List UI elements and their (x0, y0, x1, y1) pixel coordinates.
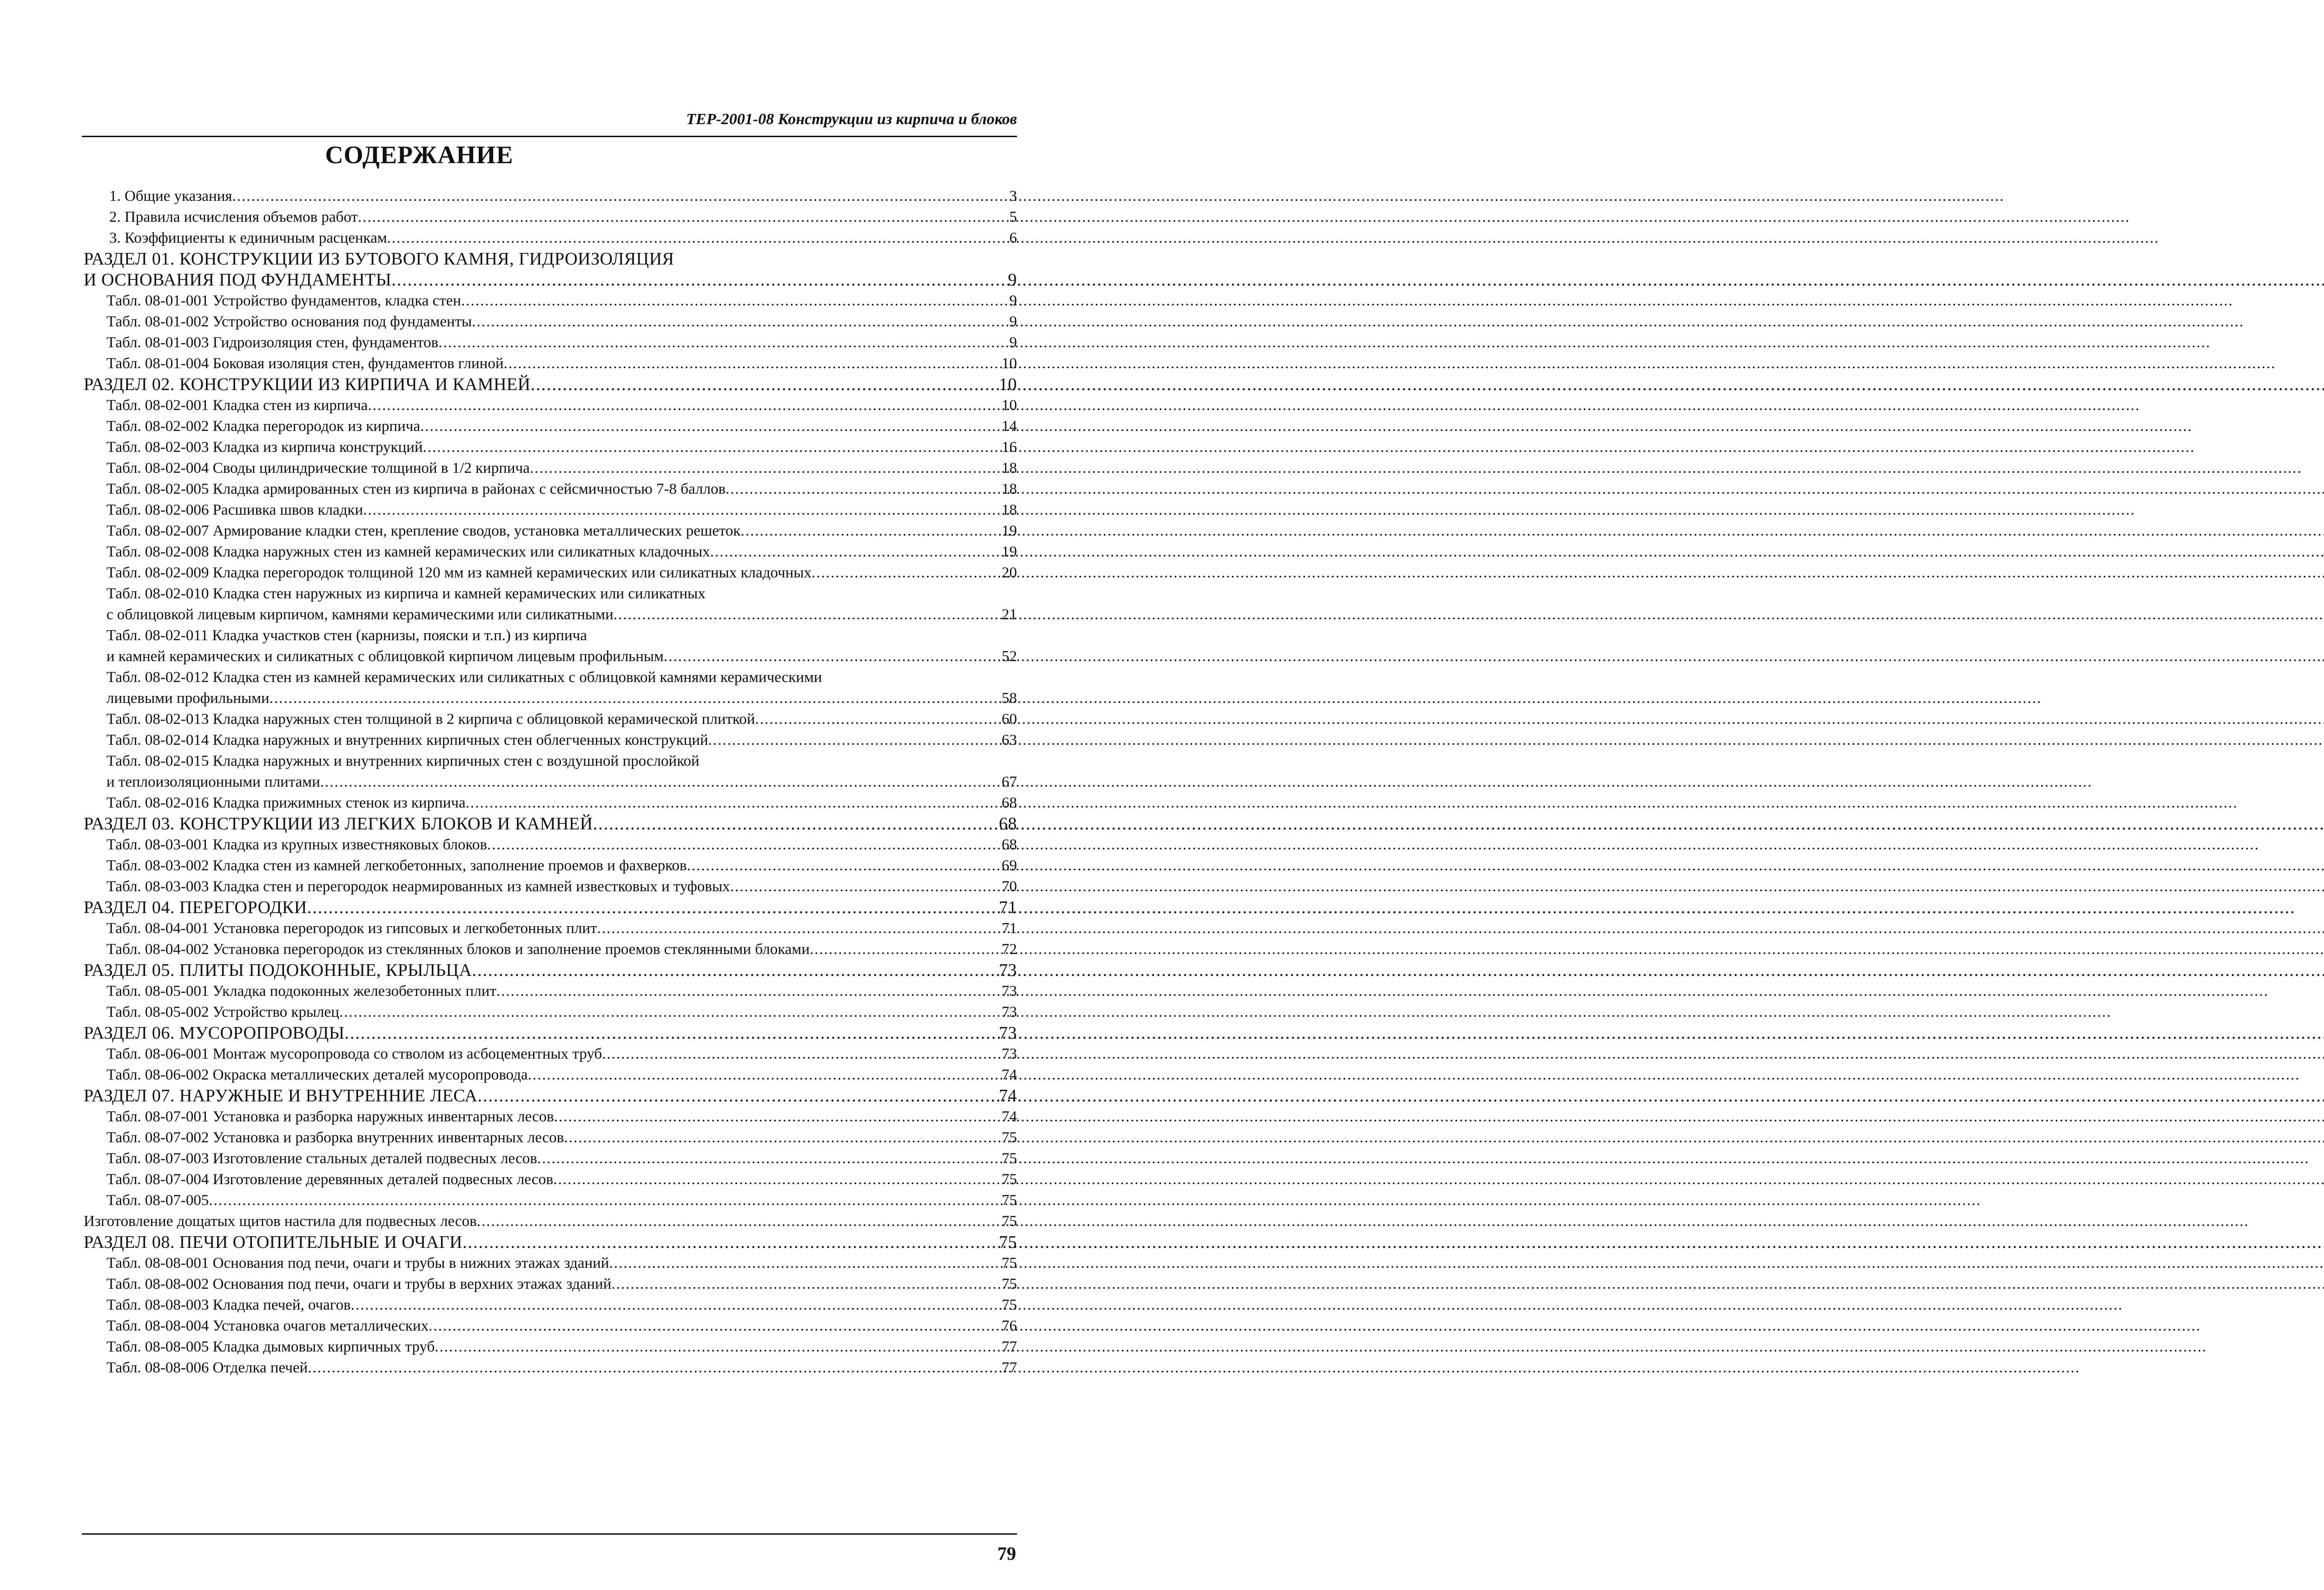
toc-entry-label: Табл. 08-02-006 Расшивка швов кладки (106, 502, 363, 518)
toc-entry-label: Табл. 08-02-007 Армирование кладки стен, крепление сводов, установка металлических решеток (106, 523, 741, 539)
toc-dot-leader (537, 1148, 1000, 1169)
toc-entry (84, 1169, 1017, 1190)
toc-entry-label: Табл. 08-02-016 Кладка прижимных стенок из кирпича (106, 795, 466, 811)
toc-entry (84, 1337, 1017, 1358)
toc-dot-leader (730, 876, 1000, 897)
toc-entry-label: Табл. 08-01-003 Гидроизоляция стен, фундаментов (106, 334, 439, 351)
toc-dot-leader (461, 291, 1006, 311)
toc-dot-leader (420, 416, 1000, 437)
toc-section-entry (84, 897, 1017, 918)
toc-entry-page: 73 (999, 1023, 1017, 1043)
toc-dot-leader (553, 1169, 1000, 1190)
toc-entry-page: 60 (1002, 711, 1017, 728)
toc-entry (84, 458, 1017, 479)
toc-entry (84, 1295, 1017, 1316)
toc-entry-label: Табл. 08-07-001 Установка и разборка наружных инвентарных лесов (106, 1108, 554, 1125)
toc-entry-label: Табл. 08-02-003 Кладка из кирпича конструкций (106, 439, 423, 456)
toc-entry (84, 1358, 1017, 1378)
toc-section-entry (84, 1086, 1017, 1106)
toc-entry-page: 58 (1002, 690, 1017, 707)
toc-entry (84, 207, 1017, 228)
table-of-contents (84, 186, 1017, 1378)
toc-entry (84, 730, 1017, 751)
page-title: СОДЕРЖАНИЕ (325, 141, 514, 169)
toc-entry-label: Табл. 08-08-002 Основания под печи, очаги и трубы в верхних этажах зданий (106, 1276, 612, 1292)
toc-entry (84, 353, 1017, 374)
toc-entry-page: 18 (1002, 460, 1017, 477)
toc-dot-leader (812, 563, 1000, 583)
toc-entry-page: 75 (1002, 1297, 1017, 1313)
toc-entry-page: 67 (1002, 774, 1017, 790)
toc-dot-leader (320, 772, 1000, 793)
toc-entry-page: 75 (1002, 1129, 1017, 1146)
toc-entry-label: с облицовкой лицевым кирпичом, камнями керамическими или силикатными (106, 606, 614, 623)
toc-dot-leader (462, 1232, 997, 1253)
toc-entry-page: 77 (1002, 1338, 1017, 1355)
toc-entry (84, 667, 1017, 688)
toc-entry (84, 772, 1017, 793)
toc-entry-label: И ОСНОВАНИЯ ПОД ФУНДАМЕНТЫ (84, 270, 392, 290)
toc-dot-leader (597, 918, 1000, 939)
toc-entry-label: РАЗДЕЛ 07. НАРУЖНЫЕ И ВНУТРЕННИЕ ЛЕСА (84, 1086, 478, 1106)
toc-entry-page: 75 (1002, 1276, 1017, 1292)
toc-entry-label: и камней керамических и силикатных с облицовкой кирпичом лицевым профильным (106, 648, 664, 665)
toc-dot-leader (307, 897, 997, 918)
toc-entry-label: Табл. 08-04-002 Установка перегородок из стеклянных блоков и заполнение проемов стеклянными блоками (106, 941, 810, 958)
toc-dot-leader (609, 1253, 1000, 1274)
toc-entry-page: 73 (1002, 983, 1017, 1000)
toc-entry-page: 71 (999, 898, 1017, 917)
toc-entry (84, 793, 1017, 814)
toc-entry-page: 74 (1002, 1108, 1017, 1125)
toc-dot-leader (438, 332, 1006, 353)
toc-entry (84, 479, 1017, 500)
toc-entry-page: 5 (1009, 209, 1017, 225)
toc-dot-leader (810, 939, 1000, 960)
toc-entry-label: Табл. 08-07-005 (106, 1192, 209, 1209)
toc-entry-page: 75 (1002, 1213, 1017, 1230)
document-page (0, 0, 1096, 1590)
toc-entry-label: Табл. 08-02-014 Кладка наружных и внутренних кирпичных стен облегченных конструкций (106, 732, 708, 749)
toc-entry-page: 74 (1002, 1067, 1017, 1083)
toc-section-entry (84, 270, 1017, 291)
toc-entry-label: Табл. 08-02-002 Кладка перегородок из кирпича (106, 418, 420, 435)
toc-entry (84, 583, 1017, 604)
toc-entry-label: РАЗДЕЛ 01. КОНСТРУКЦИИ ИЗ БУТОВОГО КАМНЯ, ГИДРОИЗОЛЯЦИЯ (84, 249, 674, 269)
toc-entry (84, 291, 1017, 311)
toc-dot-leader (530, 458, 1000, 479)
toc-dot-leader (554, 1106, 1000, 1127)
toc-entry (84, 1065, 1017, 1086)
toc-entry-label: Табл. 08-01-002 Устройство основания под фундаменты (106, 313, 472, 330)
toc-entry-label: Табл. 08-02-004 Своды цилиндрические толщиной в 1/2 кирпича (106, 460, 530, 477)
toc-entry (84, 563, 1017, 583)
toc-entry-page: 75 (1002, 1255, 1017, 1272)
toc-entry-page: 71 (1002, 920, 1017, 937)
toc-entry (84, 186, 1017, 207)
toc-entry-page: 21 (1002, 606, 1017, 623)
toc-entry-label: Табл. 08-02-008 Кладка наружных стен из камней керамических или силикатных кладочных (106, 543, 710, 560)
toc-entry (84, 604, 1017, 625)
toc-entry-page: 9 (1009, 334, 1017, 351)
toc-section-entry (84, 1023, 1017, 1044)
toc-section-entry (84, 374, 1017, 395)
toc-dot-leader (593, 814, 997, 835)
toc-entry (84, 228, 1017, 249)
toc-entry-label: Табл. 08-03-003 Кладка стен и перегородок неармированных из камней известковых и туфовых (106, 878, 730, 895)
toc-entry-page: 63 (1002, 732, 1017, 749)
toc-entry (84, 500, 1017, 521)
toc-entry-page: 75 (1002, 1150, 1017, 1167)
toc-dot-leader (368, 395, 1000, 416)
toc-entry (84, 939, 1017, 960)
toc-dot-leader (687, 855, 1000, 876)
toc-dot-leader (496, 981, 1000, 1002)
toc-entry-page: 73 (1002, 1004, 1017, 1020)
toc-entry-label: Табл. 08-07-004 Изготовление деревянных деталей подвесных лесов (106, 1171, 554, 1188)
toc-dot-leader (472, 960, 997, 981)
toc-entry-label: Табл. 08-05-002 Устройство крылец (106, 1004, 339, 1020)
toc-entry-label: РАЗДЕЛ 06. МУСОРОПРОВОДЫ (84, 1023, 345, 1043)
toc-entry-page: 10 (999, 375, 1017, 394)
toc-entry-label: РАЗДЕЛ 03. КОНСТРУКЦИИ ИЗ ЛЕГКИХ БЛОКОВ И КАМНЕЙ (84, 814, 593, 834)
toc-entry (84, 1127, 1017, 1148)
toc-dot-leader (387, 228, 1006, 249)
toc-entry-label: Табл. 08-06-001 Монтаж мусоропровода со стволом из асбоцементных труб (106, 1046, 602, 1062)
toc-entry-label: Табл. 08-08-001 Основания под печи, очаги и трубы в нижних этажах зданий (106, 1255, 609, 1272)
toc-dot-leader (423, 437, 1000, 458)
toc-dot-leader (270, 688, 1000, 709)
toc-entry-label: Табл. 08-08-004 Установка очагов металлических (106, 1318, 429, 1334)
toc-entry-label: Табл. 08-08-005 Кладка дымовых кирпичных труб (106, 1338, 435, 1355)
toc-entry-label: Табл. 08-07-002 Установка и разборка внутренних инвентарных лесов (106, 1129, 564, 1146)
toc-entry-page: 6 (1009, 230, 1017, 246)
toc-dot-leader (466, 793, 1000, 814)
toc-entry-label: Табл. 08-02-009 Кладка перегородок толщиной 120 мм из камней керамических или силикатных кладочных (106, 564, 812, 581)
toc-entry-label: Табл. 08-07-003 Изготовление стальных деталей подвесных лесов (106, 1150, 537, 1167)
toc-entry-page: 19 (1002, 523, 1017, 539)
toc-entry-page: 73 (999, 961, 1017, 980)
toc-entry-label: РАЗДЕЛ 04. ПЕРЕГОРОДКИ (84, 898, 307, 917)
toc-entry-page: 77 (1002, 1359, 1017, 1376)
toc-entry-label: Табл. 08-02-001 Кладка стен из кирпича (106, 397, 368, 414)
toc-entry-page: 75 (1002, 1171, 1017, 1188)
toc-entry (84, 1044, 1017, 1065)
toc-entry-page: 10 (1002, 397, 1017, 414)
toc-dot-leader (708, 730, 1000, 751)
toc-entry-label: 1. Общие указания (109, 188, 232, 205)
toc-entry (84, 1148, 1017, 1169)
toc-entry (84, 918, 1017, 939)
toc-dot-leader (351, 1295, 1000, 1316)
toc-entry-label: 2. Правила исчисления объемов работ (109, 209, 358, 225)
toc-entry-page: 52 (1002, 648, 1017, 665)
toc-entry-page: 16 (1002, 439, 1017, 456)
toc-dot-leader (435, 1337, 1000, 1358)
toc-entry-label: Табл. 08-08-003 Кладка печей, очагов (106, 1297, 351, 1313)
toc-dot-leader (358, 207, 1006, 228)
toc-entry-label: Табл. 08-08-006 Отделка печей (106, 1359, 308, 1376)
toc-entry-page: 75 (999, 1232, 1017, 1252)
toc-dot-leader (391, 270, 1006, 291)
toc-entry (84, 646, 1017, 667)
toc-entry-label: Табл. 08-02-012 Кладка стен из камней керамических или силикатных с облицовкой камнями керамическими (106, 669, 822, 686)
toc-entry-label: Табл. 08-06-002 Окраска металлических деталей мусоропровода (106, 1067, 528, 1083)
toc-dot-leader (531, 374, 997, 395)
toc-entry-page: 72 (1002, 941, 1017, 958)
toc-entry-page: 9 (1009, 292, 1017, 309)
toc-entry-label: Табл. 08-04-001 Установка перегородок из гипсовых и легкобетонных плит (106, 920, 597, 937)
toc-entry-label: РАЗДЕЛ 08. ПЕЧИ ОТОПИТЕЛЬНЫЕ И ОЧАГИ (84, 1232, 462, 1252)
toc-section-entry (84, 814, 1017, 835)
toc-dot-leader (339, 1002, 1000, 1023)
toc-entry-page: 68 (999, 814, 1017, 834)
toc-entry (84, 625, 1017, 646)
toc-entry (84, 1002, 1017, 1023)
toc-entry-label: Табл. 08-03-001 Кладка из крупных известняковых блоков (106, 836, 487, 853)
toc-dot-leader (477, 1086, 997, 1106)
toc-dot-leader (755, 709, 1000, 730)
toc-entry-page: 9 (1009, 313, 1017, 330)
toc-dot-leader (232, 186, 1006, 207)
toc-entry (84, 688, 1017, 709)
toc-entry-label: Табл. 08-01-001 Устройство фундаментов, кладка стен (106, 292, 462, 309)
toc-entry-page: 68 (1002, 795, 1017, 811)
toc-entry (84, 876, 1017, 897)
toc-entry-label: Табл. 08-02-010 Кладка стен наружных из кирпича и камней керамических или силикатных (106, 585, 706, 602)
toc-dot-leader (477, 1211, 1000, 1232)
toc-entry (84, 1316, 1017, 1337)
toc-entry-page: 20 (1002, 564, 1017, 581)
toc-dot-leader (487, 835, 1000, 855)
page-number: 79 (997, 1543, 1016, 1564)
toc-entry (84, 1211, 1017, 1232)
toc-dot-leader (209, 1190, 1000, 1211)
toc-entry (84, 332, 1017, 353)
toc-entry-label: РАЗДЕЛ 02. КОНСТРУКЦИИ ИЗ КИРПИЧА И КАМНЕЙ (84, 375, 531, 394)
toc-entry-label: Табл. 08-05-001 Укладка подоконных железобетонных плит (106, 983, 496, 1000)
toc-dot-leader (504, 353, 1000, 374)
toc-entry (84, 521, 1017, 542)
toc-entry-page: 19 (1002, 543, 1017, 560)
toc-dot-leader (564, 1127, 1000, 1148)
toc-entry-label: Табл. 08-02-013 Кладка наружных стен толщиной в 2 кирпича с облицовкой керамической плиткой (106, 711, 755, 728)
toc-entry-page: 76 (1002, 1318, 1017, 1334)
toc-entry-page: 73 (1002, 1046, 1017, 1062)
toc-entry-label: и теплоизоляционными плитами (106, 774, 320, 790)
toc-entry-label: лицевыми профильными (106, 690, 270, 707)
toc-entry-page: 3 (1009, 188, 1017, 205)
toc-dot-leader (344, 1023, 997, 1044)
toc-dot-leader (363, 500, 1000, 521)
toc-dot-leader (308, 1358, 1000, 1378)
toc-entry (84, 311, 1017, 332)
toc-entry (84, 1190, 1017, 1211)
toc-dot-leader (602, 1044, 1000, 1065)
toc-entry (84, 855, 1017, 876)
toc-entry-label: РАЗДЕЛ 05. ПЛИТЫ ПОДОКОННЫЕ, КРЫЛЬЦА (84, 961, 472, 980)
toc-entry-page: 70 (1002, 878, 1017, 895)
toc-dot-leader (472, 311, 1006, 332)
footer-rule (82, 1533, 1017, 1535)
toc-section-entry (84, 1232, 1017, 1253)
toc-entry-label: Табл. 08-02-015 Кладка наружных и внутренних кирпичных стен с воздушной прослойкой (106, 753, 700, 769)
toc-entry (84, 1274, 1017, 1295)
toc-entry-page: 14 (1002, 418, 1017, 435)
toc-entry-page: 18 (1002, 502, 1017, 518)
toc-entry (84, 1253, 1017, 1274)
toc-entry (84, 835, 1017, 855)
toc-entry-page: 10 (1002, 355, 1017, 372)
toc-entry-page: 75 (1002, 1192, 1017, 1209)
running-header: ТЕР-2001-08 Конструкции из кирпича и блоков (686, 111, 1017, 128)
toc-entry-label: Табл. 08-02-011 Кладка участков стен (карнизы, пояски и т.п.) из кирпича (106, 627, 587, 644)
toc-entry-label: Табл. 08-02-005 Кладка армированных стен из кирпича в районах с сейсмичностью 7-8 баллов (106, 481, 726, 497)
toc-entry-label: Табл. 08-03-002 Кладка стен из камней легкобетонных, заполнение проемов и фахверков (106, 857, 687, 874)
toc-entry-page: 74 (999, 1086, 1017, 1106)
toc-entry (84, 751, 1017, 772)
toc-entry-page: 68 (1002, 836, 1017, 853)
toc-entry-page: 9 (1008, 270, 1017, 290)
toc-entry-label: Изготовление дощатых щитов настила для подвесных лесов (84, 1213, 477, 1230)
toc-entry-page: 18 (1002, 481, 1017, 497)
toc-dot-leader (429, 1316, 1000, 1337)
toc-dot-leader (740, 521, 1000, 542)
toc-section-entry (84, 249, 1017, 270)
toc-entry (84, 1106, 1017, 1127)
toc-dot-leader (710, 542, 1000, 563)
toc-entry-label: 3. Коэффициенты к единичным расценкам (109, 230, 387, 246)
toc-section-entry (84, 960, 1017, 981)
header-rule (82, 136, 1017, 137)
toc-dot-leader (664, 646, 1000, 667)
toc-dot-leader (528, 1065, 1000, 1086)
toc-entry-page: 69 (1002, 857, 1017, 874)
toc-entry (84, 981, 1017, 1002)
toc-entry (84, 437, 1017, 458)
toc-dot-leader (726, 479, 1000, 500)
toc-entry (84, 709, 1017, 730)
toc-dot-leader (611, 1274, 1000, 1295)
toc-entry (84, 395, 1017, 416)
toc-entry-label: Табл. 08-01-004 Боковая изоляция стен, фундаментов глиной (106, 355, 504, 372)
toc-entry (84, 416, 1017, 437)
toc-entry (84, 542, 1017, 563)
toc-dot-leader (614, 604, 1000, 625)
